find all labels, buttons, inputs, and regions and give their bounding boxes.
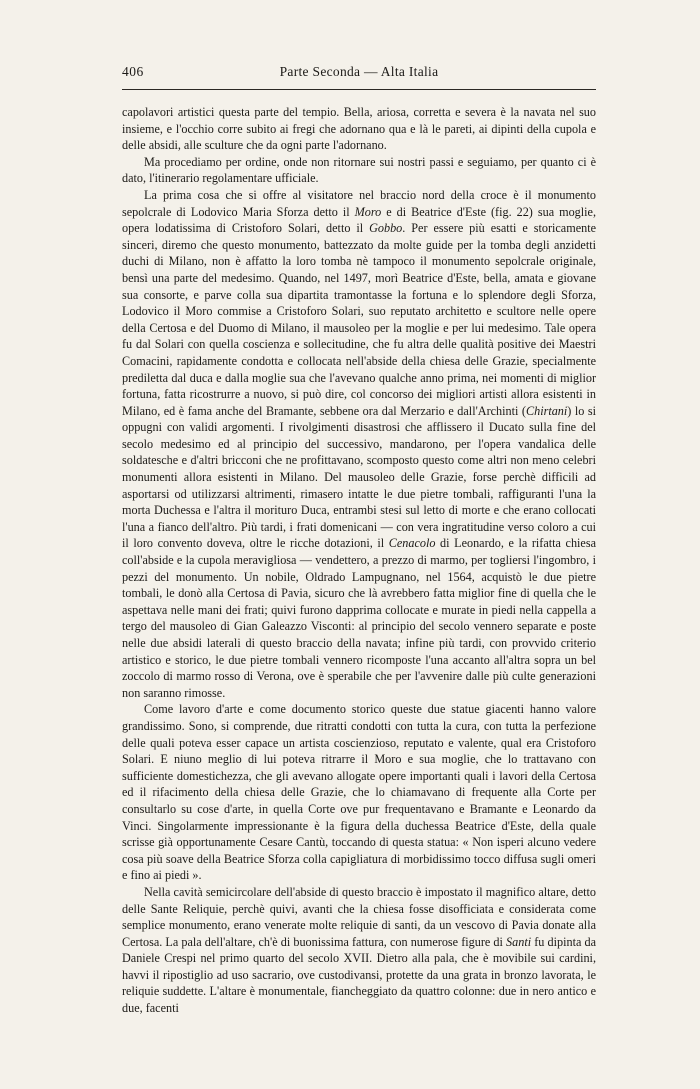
paragraph: [122, 154, 596, 187]
text-run: Ma procediamo per ordine, onde non ritornare sui nostri passi e seguiamo, per quanto ci è dato, l'itinerario regolamentare ufficiale.: [122, 154, 596, 186]
header-rule: [122, 89, 596, 90]
text-run: e di Beatrice d'Este (fig. 22) sua moglie, opera lodatissima di Cristoforo Solari, detto il: [122, 204, 596, 236]
paragraph: [122, 104, 596, 154]
running-title: Parte Seconda — Alta Italia: [279, 64, 439, 79]
text-run: . Per essere più esatti e storicamente sinceri, diremo che questo monumento, battezzato da molte guide per la tomba degli anzidetti duchi di Milano, non è affatto la loro tomba nè tampoco il monumento sepolcrale originale, bensì una parte del medesimo. Quando, nel 1497, morì Beatrice d'Este, bella, amata e giovane sua consorte, e parve colla sua dipartita tramontasse la fortuna e lo splendore degli Sforza, Lodovico il Moro commise a Cristoforo Solari, suo reputato architetto e scultore nelle opere della Certosa e del Duomo di Milano, il mausoleo per la moglie e per lui medesimo. Tale opera fu dal Solari con quella coscienza e sollecitudine, che fu altra delle qualità positive dei Maestri Comacini, rapidamente condotta e collocata nell'abside della chiesa delle Grazie, specialmente prediletta dal duca e dalla moglie sua che l'avevano qualche anno prima, nei momenti di miglior fortuna, fatta ricostrurre a nuovo, si può dire, col concorso dei migliori artisti allora esistenti in Milano, ed è fama anche del Bramante, sebbene ora dal Merzario e dall'Archinti (: [122, 221, 596, 418]
text-run: di Leonardo, e la rifatta chiesa coll'abside e la cupola meravigliosa — vendettero, a prezzo di marmo, per togliersi l'ingombro, i pezzi del monumento. Un nobile, Oldrado Lampugnano, nel 1564, acquistò le due pietre tombali, le donò alla Certosa di Pavia, sicuro che là avrebbero fatta miglior fine di quella che le aspettava nelle mani dei frati; quivi furono dapprima collocate e murate in piedi nella cappella a tergo del mausoleo di Gian Galeazzo Visconti: al principio del secolo vennero separate e poste nelle due absidi laterali di questo braccio della navata; infine più tardi, con provvido criterio artistico e storico, le due pietre tombali vennero ricomposte l'una accanto all'altra sopra un bel zoccolo di marmo rosso di Verona, ove è sperabile che per l'avvenire dalle più culte generazioni non saranno rimosse.: [122, 536, 596, 700]
italic-text: Moro: [354, 204, 382, 219]
text-run: capolavori artistici questa parte del tempio. Bella, ariosa, corretta e severa è la navata nel suo insieme, e l'occhio corre subito ai fregi che adornano qua e là le pareti, ai dipinti della cupola e delle absidi, alle sculture che da ogni parte l'adornano.: [122, 105, 596, 153]
text-run: fu dipinta da Daniele Crespi nel primo quarto del secolo XVII. Dietro alla pala, che è movibile sui cardini, havvi il ripostiglio ad uso sacrario, ove custodivansi, protette da una grata in bronzo lavorata, le reliquie suddette. L'altare è monumentale, fiancheggiato da quattro colonne: due in nero antico e due, facenti: [122, 934, 596, 1016]
paragraph: [122, 701, 596, 884]
running-header: [122, 64, 596, 84]
italic-text: Santi: [506, 934, 532, 949]
italic-text: Gobbo: [369, 221, 403, 236]
italic-text: Cenacolo: [388, 536, 436, 551]
text-run: Nella cavità semicircolare dell'abside di questo braccio è impostato il magnifico altare, detto delle Sante Reliquie, perchè quivi, avanti che la chiesa fosse disofficiata e considerata come semplice monumento, erano venerate molte reliquie di santi, da un vescovo di Pavia donate alla Certosa. La pala dell'altare, ch'è di buonissima fattura, con numerose figure di: [122, 884, 596, 949]
page-number: 406: [122, 64, 144, 79]
paragraph: [122, 187, 596, 701]
italic-text: Chirtani: [525, 403, 568, 418]
text-run: ) lo si oppugni con validi argomenti. I rivolgimenti disastrosi che afflissero il Ducato sulla fine del secolo medesimo ed al principio del successivo, mandarono, per l'opera vandalica delle soldatesche e d'altri bricconi che ne profittavano, scomposto questo come altri non meno celebri monumenti allora esistenti in Milano. Del mausoleo delle Grazie, forse perchè difficili ad asportarsi od utilizzarsi altrimenti, rimasero intatte le due pietre tombali, raffiguranti l'una la morta Duchessa e l'altra il morituro Duca, entrambi stesi sul letto di morte e che erano collocati l'una a fianco dell'altro. Più tardi, i frati domenicani — con vera ingratitudine verso coloro a cui il loro convento doveva, oltre le ricche dotazioni, il: [122, 403, 596, 551]
body-text: [122, 104, 596, 1017]
paragraph: [122, 884, 596, 1017]
text-run: Come lavoro d'arte e come documento storico queste due statue giacenti hanno valore grandissimo. Sono, si comprende, due ritratti condotti con tutta la cura, con tutta la perfezione delle quali poteva esser capace un artista coscienzioso, reputato e valente, qual era Cristoforo Solari. E niuno meglio di lui poteva ritrarre il Moro e sua moglie, che lo trattavano con sufficiente domestichezza, che gli avevano allogate opere importanti quali i lavori della Certosa ed il rifacimento della chiesa delle Grazie, che lo chiamavano di frequente alla Corte per consultarlo su cose d'arte, in quella Corte ove pur frequentavano e Bramante e Leonardo da Vinci. Singolarmente impressionante è la figura della duchessa Beatrice d'Este, della quale scrisse già opportunamente Cesare Cantù, toccando di questa statua: « Non isperi alcuno vedere cosa più soave della Beatrice Sforza colla capigliatura di morbidissimo tocco diffusa sugli omeri e fino ai piedi ».: [122, 702, 596, 883]
text-run: La prima cosa che si offre al visitatore nel braccio nord della croce è il monumento sepolcrale di Lodovico Maria Sforza detto il: [122, 187, 596, 219]
